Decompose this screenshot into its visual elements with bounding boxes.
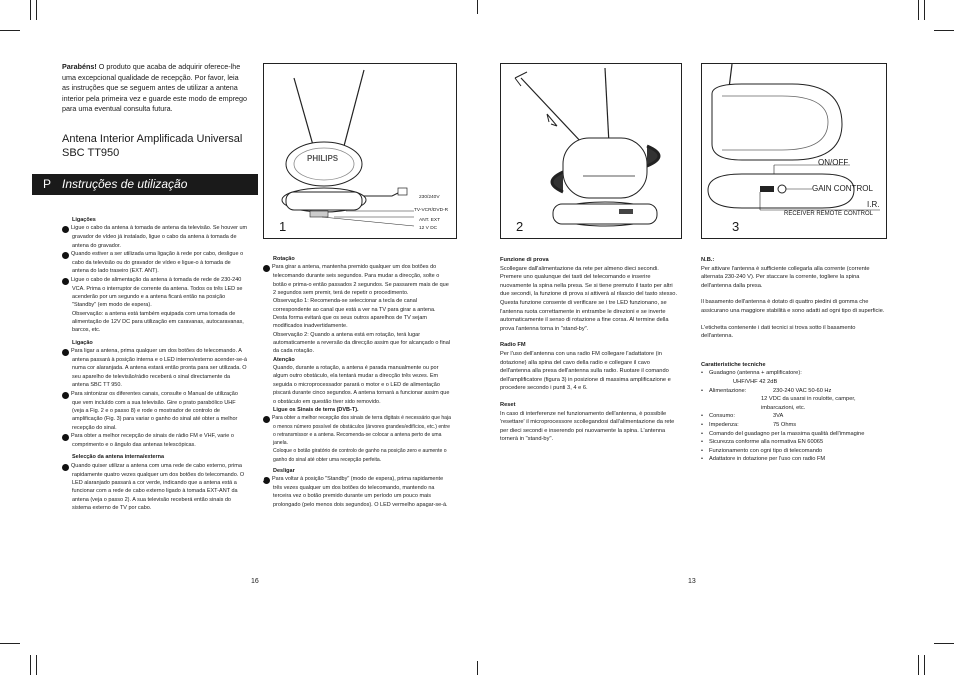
step-3	[59, 276, 248, 310]
spec-power: • Alimentazione: 230-240 VAC 50-60 Hz	[701, 387, 832, 394]
section-heading-atencao: Atenção	[273, 356, 295, 363]
feature-bullet: • Funzionamento con ogni tipo di telecomando	[701, 447, 823, 454]
section-heading-prova: Funzione di prova	[500, 257, 549, 263]
step-6-text: Para obter a melhor recepção de sinais de rádio FM e VHF, varie o comprimento e o ângulo das antenas telescópicas.	[71, 432, 234, 448]
figure-1	[263, 63, 457, 239]
rotation-note-2: Observação 2: Quando a antena está em rotação, terá lugar automaticamente a reversão da direcção assim que for alcançado o final da cada rotação.	[273, 331, 451, 355]
figure-3-label-remote: RECEIVER REMOTE CONTROL	[784, 211, 874, 217]
step-9	[260, 414, 451, 447]
section-heading-rotacao: Rotação	[273, 256, 295, 262]
feature-bullet: • Adattatore in dotazione per l'uso con radio FM	[701, 456, 826, 463]
feature-bullet: • Comando del guadagno per la massima qualità dell'immagine	[701, 430, 865, 437]
step-7	[59, 462, 248, 513]
section-heading-desligar: Desligar	[273, 467, 295, 474]
step-number-icon: 10	[263, 477, 270, 484]
step-3-note: Observação: a antena está também equipada com uma tomada de alimentação de 12V DC para utilização em caravanas, autocaravanas, barcos, etc.	[72, 310, 244, 334]
product-title-line1: Antena Interior Amplificada Universal	[62, 133, 243, 145]
crop-mark	[924, 0, 925, 20]
product-title-line2: SBC TT950	[62, 146, 120, 159]
feature-bullet: • Sicurezza conforme alla normativa EN 60065	[701, 439, 824, 446]
crop-mark	[0, 30, 20, 31]
crop-mark	[477, 0, 478, 14]
step-2	[59, 250, 248, 276]
step-8-text: Para girar a antena, mantenha premido qualquer um dos botões do telecomando durante seis segundos. Para mudar a direcção, solte o botão e prima-o então passados 2 segundos. Se passarem mais de que 2 segundos sem premir, terá de repetir o procedimento.	[272, 264, 449, 297]
step-8	[260, 263, 451, 297]
base-text: Il basamento dell'antenna è dotato di quattro piedini di gomma che assicurano una maggiore stabilità e sono adatti ad ogni tipo di superficie.	[701, 299, 885, 314]
step-5	[59, 390, 248, 432]
figure-1-label-ext: ANT. EXT	[419, 218, 441, 223]
label-text: L'etichetta contenente i dati tecnici si trova sotto il basamento dell'antenna.	[701, 324, 856, 340]
figure-3-number: 3	[732, 219, 740, 234]
spec-gain-label: Guadagno (antenna + amplificatore):	[709, 370, 802, 377]
crop-mark	[30, 655, 31, 675]
figure-3-label-gain: GAIN CONTROL	[812, 184, 873, 193]
figure-2	[500, 63, 682, 239]
crop-mark	[918, 0, 919, 20]
step-5-text: Para sintonizar os diferentes canais, consulte o Manual de utilização que vem incluído com a sua televisão. Gire o prato parabólico UHF (veja a Fig. 2 e o passo 8) e rode o mostrador de controlo de amplificação (Fig. 3) para variar o ganho do sinal até obter a melhor recepção do sinal.	[71, 390, 238, 431]
section-heading-radio: Radio FM	[500, 342, 526, 349]
antenna-rotation-illustration	[501, 64, 681, 238]
crop-mark	[934, 643, 954, 644]
language-banner	[32, 174, 258, 195]
spec-power-label: Alimentazione:	[709, 387, 747, 394]
spec-consumption-value: 3VA	[773, 413, 784, 420]
radio-text: Per l'uso dell'antenna con una radio FM collegare l'adattatore (in dotazione) alla spina del cavo della radio e collegare il cavo dell'antenna alla presa dell'antenna sulla radio. Ruotare il comando dell'amplificatore (figura 3) in posizione di massima amplificazione e procedere secondo i punti 3, 4 e 6.	[500, 350, 671, 392]
section-heading-selecao: Selecção da antena interna/externa	[72, 454, 165, 461]
crop-mark	[918, 655, 919, 675]
intro-bold: Parabéns!	[62, 62, 97, 71]
spec-consumption-label: Consumo:	[709, 413, 735, 420]
step-9-note: Coloque o botão giratório de controlo de ganho na posição zero e aumente o ganho do sinal até obter uma recepção perfeita.	[273, 448, 447, 463]
section-heading-nb: N.B.:	[701, 257, 715, 263]
spec-power-value: 230-240 VAC 50-60 Hz	[773, 387, 832, 394]
step-4-text: Para ligar a antena, prima qualquer um dos botões do telecomando. A antena passará à posição interna e o LED interno/externo acender-se-á numa cor alaranjada. A antena estará então pronta para ser utilizada. O seu aparelho de televisão/rádio receberá o sinal directamente da antena SBC TT 950.	[71, 348, 247, 389]
step-number-icon: 5	[62, 392, 69, 399]
step-2-text: Quando estiver a ser utilizada uma ligação à rede por cabo, desligue o cabo da televisão ou do gravador de vídeo e ligue-o à tomada de antena do lado traseiro (EXT. ANT).	[71, 251, 244, 275]
rotation-note-1: Observação 1: Recomenda-se seleccionar a tecla de canal correspondente ao canal que está a ver na TV para girar a antena. Desta forma evitará que os seus outros aparelhos de TV sejam modificados inadvertidamente.	[273, 298, 436, 330]
pt-left-column	[59, 216, 248, 512]
step-7-text: Quando quiser utilizar a antena com uma rede de cabo externo, prima rapidamente quatro vezes qualquer um dos botões do telecomando. O LED alaranjado passará a cor verde, indicando que a antena está a funcionar com a rede de cabo externo ligado à tomada EXT-ANT da antena (veja o passo 2). A sua televisão receberá então sinais do sistema externo de TV por cabo.	[71, 462, 245, 511]
step-number-icon: 7	[62, 464, 69, 471]
step-1	[59, 224, 248, 250]
crop-mark	[36, 655, 37, 675]
intro-paragraph	[62, 62, 248, 115]
spec-consumption: • Consumo: 3VA	[701, 413, 784, 420]
intro-text: O produto que acaba de adquirir oferece-lhe uma excepcional qualidade de recepção. Por favor, leia as instruções que se seguem antes de utilizar a antena interior pela primeira vez e guarde este modo de emprego para uma eventual consulta futura.	[62, 62, 247, 114]
step-number-icon: 1	[62, 226, 69, 233]
spec-gain: • Guadagno (antenna + amplificatore):	[701, 370, 802, 377]
spec-power-note: 12 VDC da usarsi in roulotte, camper, imbarcazioni, etc.	[761, 396, 856, 411]
crop-mark	[924, 655, 925, 675]
figure-1-number: 1	[279, 219, 287, 234]
step-number-icon: 3	[62, 278, 69, 285]
feature-text: Funzionamento con ogni tipo di telecomando	[709, 447, 823, 454]
step-number-icon: 8	[263, 265, 270, 272]
step-number-icon: 4	[62, 349, 69, 356]
step-6	[59, 432, 248, 449]
step-1-text: Ligue o cabo da antena à tomada de antena da televisão. Se houver um gravador de vídeo já instalado, ligue o cabo da antena à tomada de antena do gravador.	[71, 225, 248, 249]
section-heading-ligacao: Ligação	[72, 339, 93, 346]
figure-1-label-tv: TV-VCR/DVD-R	[414, 208, 449, 213]
section-heading-sinais: Ligue os Sinais de terra (DVB-T).	[273, 406, 359, 413]
step-number-icon: 2	[62, 252, 69, 259]
reset-text: In caso di interferenze nel funzionamento dell'antenna, è possibile 'resettare' il microprocessore scollegandosi dall'alimentazione da rete per dieci secondi e inserendo poi nuovamente la spina. L'antenna tornerà in "stand-by".	[500, 410, 675, 443]
figure-2-number: 2	[516, 219, 524, 234]
section-heading-specs: Caratteristiche tecniche	[701, 361, 766, 368]
figure-1-label-12v: 12 V DC	[419, 226, 438, 231]
feature-text: Adattatore in dotazione per l'uso con radio FM	[709, 456, 826, 463]
pt-mid-column	[258, 255, 451, 509]
crop-mark	[477, 661, 478, 675]
banner-title: Instruções de utilização	[62, 177, 188, 191]
figure-3-label-ir: I.R.	[867, 200, 880, 209]
crop-mark	[36, 0, 37, 20]
feature-text: Sicurezza conforme alla normativa EN 60065	[709, 439, 824, 446]
section-heading-ligacoes: Ligações	[72, 217, 96, 223]
banner-language-letter: P	[43, 177, 52, 191]
figure-1-label-voltage: 230/240V	[419, 195, 440, 200]
section-heading-reset: Reset	[500, 401, 516, 408]
spec-gain-value: UHF/VHF 42 2dB	[733, 378, 778, 385]
step-10	[258, 475, 451, 509]
figure-3	[701, 63, 887, 239]
it-right-column	[701, 256, 889, 464]
spec-impedance-value: 75 Ohms	[773, 421, 797, 428]
attention-text: Quando, durante a rotação, a antena é parada manualmente ou por algum outro obstáculo, ela tentará mudar a direcção três vezes. Em seguida o microprocessador parará o motor e o LED de alimentação piscará durante cinco segundos. A antena tornará a funcionar assim que o obstáculo em questão tiver sido removido.	[273, 365, 450, 405]
spec-impedance: • Impedenza: 75 Ohms	[701, 421, 797, 428]
it-mid-column	[500, 256, 680, 444]
step-3-text: Ligue o cabo de alimentação da antena à tomada de rede de 230-240 VCA. Prima o interruptor de corrente da antena. Todos os três LED se acenderão por um segundo e a antena ficará então na posição "Standby" (em modo de espera).	[71, 276, 243, 309]
step-9-text: Para obter a melhor recepção dos sinais de terra digitais é necessário que haja o menos número possível de obstáculos (árvores grandes/edifícios, etc.) entre o retransmissor e a antena. Recomenda-se colocar a antena perto de uma janela.	[272, 415, 451, 447]
page-number-right: 13	[688, 578, 696, 585]
step-number-icon: 6	[62, 434, 69, 441]
page-number-left: 16	[251, 578, 259, 585]
step-10-text: Para voltar à posição "Standby" (modo de espera), prima rapidamente três vezes qualquer um dos botões do telecomando, mantendo na terceira vez o botão premido durante um período um pouco mais prolongado (pelo menos dois segundos). O LED vermelho apagar-se-á.	[272, 476, 448, 508]
crop-mark	[934, 30, 954, 31]
step-4	[59, 347, 248, 389]
step-number-icon: 9	[263, 416, 270, 423]
product-title	[62, 133, 262, 160]
nb-text: Per attivare l'antenna è sufficiente collegarla alla corrente (corrente alternata 230-240 V). Per staccare la corrente, togliere la spina dell'antenna dalla presa.	[701, 265, 870, 289]
prova-text-1: Scollegare dall'alimentazione da rete per almeno dieci secondi. Premere uno qualunque dei tasti del telecomando e inserire nuovamente la spina nella presa. Se si tiene premuto il tasto per altri due secondi, la funzione di prova si attiverà al rilascio del tasto stesso.	[500, 265, 678, 298]
crop-mark	[0, 643, 20, 644]
brand-logo-text: PHILIPS	[307, 154, 339, 163]
figure-3-label-onoff: ON/OFF	[818, 158, 849, 167]
feature-text: Comando del guadagno per la massima qualità dell'immagine	[709, 430, 865, 437]
spec-impedance-label: Impedenza:	[709, 421, 739, 428]
crop-mark	[30, 0, 31, 20]
prova-text-2: Questa funzione consente di verificare se i tre LED funzionano, se l'antenna ruota correttamente in entrambe le direzioni e se inverte automaticamente il senso di rotazione a fine corsa. Al termine della prova l'antenna torna in "stand-by".	[500, 299, 669, 332]
